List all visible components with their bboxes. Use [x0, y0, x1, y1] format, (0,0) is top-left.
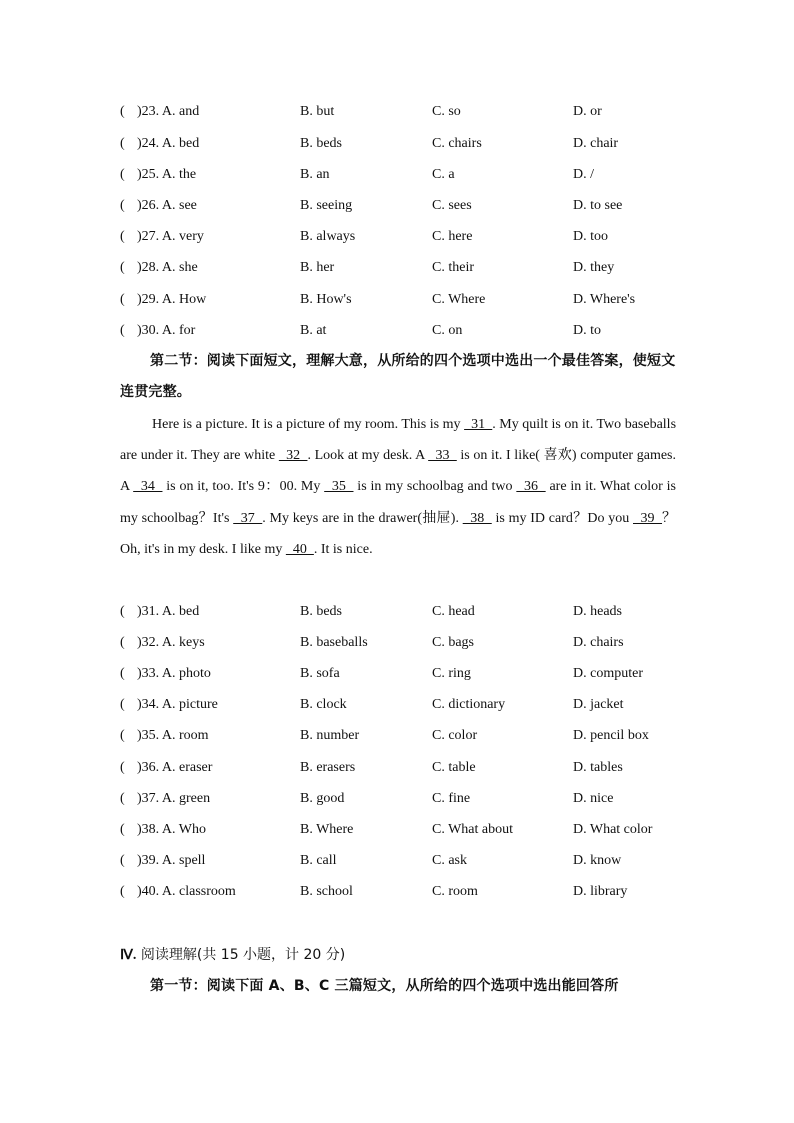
question-number-option-a: )34. A. picture [137, 697, 218, 712]
option-c: C. ring [432, 666, 471, 681]
option-b: B. baseballs [300, 635, 368, 650]
option-c: C. fine [432, 791, 471, 806]
cloze-passage [120, 409, 676, 565]
blank-38: 38 [462, 510, 492, 526]
passage-text: . My keys are in the drawer(抽屉). [262, 510, 463, 526]
passage-text: . My quilt is on it. Two baseballs are under it. They are white [120, 417, 677, 464]
option-c: C. chairs [432, 136, 482, 151]
answer-paren: ( [120, 292, 125, 307]
option-c: C. head [432, 604, 475, 619]
answer-paren: ( [120, 136, 125, 151]
option-d: D. or [573, 104, 602, 119]
option-c: C. What about [432, 822, 514, 837]
option-d: D. jacket [573, 697, 624, 712]
section-1-heading: 第一节：阅读下面 A、B、C 三篇短文，从所给的四个选项中选出能回答所 [150, 978, 619, 994]
option-c: C. ask [432, 853, 467, 868]
passage-text: . Look at my desk. A [307, 448, 429, 464]
question-number-option-a: )32. A. keys [137, 635, 205, 650]
option-d: D. chair [573, 136, 619, 151]
option-c: C. dictionary [432, 697, 506, 712]
answer-paren: ( [120, 604, 125, 619]
option-b: B. seeing [300, 198, 353, 213]
passage-text: is on it. I like( 喜欢) computer games. A [120, 448, 677, 495]
option-d: D. nice [573, 791, 614, 806]
question-number-option-a: )27. A. very [137, 229, 204, 244]
option-b: B. number [300, 728, 360, 743]
option-b: B. always [300, 229, 356, 244]
answer-paren: ( [120, 635, 125, 650]
option-d: D. chairs [573, 635, 624, 650]
answer-paren: ( [120, 697, 125, 712]
option-b: B. but [300, 104, 335, 119]
question-number-option-a: )31. A. bed [137, 604, 200, 619]
option-c: C. table [432, 760, 476, 775]
question-number-option-a: )37. A. green [137, 791, 211, 806]
passage-text: is on it, too. It's 9：00. My [162, 479, 325, 495]
option-b: B. school [300, 884, 353, 899]
option-d: D. Where's [573, 292, 636, 307]
option-b: B. at [300, 323, 327, 338]
part-4-title [120, 941, 345, 970]
blank-40: 40 [285, 541, 314, 557]
passage-text: is my ID card？Do you [491, 510, 633, 526]
blank-32: 32 [278, 448, 308, 464]
blank-33: 33 [428, 448, 457, 464]
option-b: B. clock [300, 697, 347, 712]
answer-paren: ( [120, 791, 125, 806]
answer-paren: ( [120, 104, 125, 119]
answer-paren: ( [120, 323, 125, 338]
option-c: C. Where [432, 292, 486, 307]
blank-37: 37 [233, 510, 263, 526]
option-c: C. so [432, 104, 461, 119]
option-b: B. Where [300, 822, 354, 837]
option-c: C. sees [432, 198, 472, 213]
part-4-title-text: 阅读理解(共 15 小题，计 20 分) [136, 947, 346, 963]
question-number-option-a: )23. A. and [137, 104, 200, 119]
option-c: C. here [432, 229, 473, 244]
answer-paren: ( [120, 260, 125, 275]
blank-36: 36 [516, 479, 546, 495]
section-2-heading: 第二节：阅读下面短文，理解大意，从所给的四个选项中选出一个最佳答案，使短文连贯完整。 [120, 353, 676, 400]
answer-paren: ( [120, 198, 125, 213]
option-b: B. good [300, 791, 345, 806]
option-b: B. How's [300, 292, 352, 307]
passage-text: ？Oh, it's in my desk. I like my [120, 510, 677, 557]
answer-paren: ( [120, 666, 125, 681]
option-b: B. call [300, 853, 337, 868]
option-d: D. too [573, 229, 608, 244]
answer-paren: ( [120, 728, 125, 743]
passage-text: are in it. What color is my schoolbag？It's [120, 479, 677, 526]
option-b: B. an [300, 167, 330, 182]
question-number-option-a: )29. A. How [137, 292, 207, 307]
answer-paren: ( [120, 853, 125, 868]
question-number-option-a: )33. A. photo [137, 666, 211, 681]
option-d: D. they [573, 260, 615, 275]
option-b: B. sofa [300, 666, 340, 681]
option-c: C. on [432, 323, 463, 338]
option-d: D. What color [573, 822, 653, 837]
blank-31: 31 [464, 417, 493, 432]
option-d: D. pencil box [573, 728, 649, 743]
option-d: D. know [573, 853, 622, 868]
part-4-numeral: Ⅳ. [120, 948, 137, 963]
option-c: C. room [432, 884, 478, 899]
option-c: C. their [432, 260, 474, 275]
question-number-option-a: )24. A. bed [137, 136, 200, 151]
option-c: C. a [432, 167, 455, 182]
option-b: B. erasers [300, 760, 356, 775]
answer-paren: ( [120, 167, 125, 182]
answer-paren: ( [120, 884, 125, 899]
question-number-option-a: )26. A. see [137, 198, 197, 213]
question-number-option-a: )25. A. the [137, 167, 197, 182]
option-c: C. bags [432, 635, 474, 650]
question-number-option-a: )28. A. she [137, 260, 198, 275]
question-number-option-a: )36. A. eraser [137, 760, 213, 775]
option-c: C. color [432, 728, 478, 743]
blank-34: 34 [133, 479, 163, 495]
option-d: D. to [573, 323, 601, 338]
question-number-option-a: )35. A. room [137, 728, 209, 743]
question-number-option-a: )38. A. Who [137, 822, 206, 837]
question-number-option-a: )30. A. for [137, 323, 196, 338]
answer-paren: ( [120, 760, 125, 775]
option-b: B. beds [300, 136, 342, 151]
answer-paren: ( [120, 822, 125, 837]
option-d: D. to see [573, 198, 623, 213]
passage-text: Here is a picture. It is a picture of my room. This is my [152, 417, 465, 432]
option-d: D. / [573, 167, 594, 182]
option-b: B. beds [300, 604, 342, 619]
option-d: D. heads [573, 604, 622, 619]
blank-39: 39 [633, 510, 663, 526]
option-d: D. library [573, 884, 628, 899]
answer-paren: ( [120, 229, 125, 244]
passage-text: . It is nice. [313, 541, 373, 557]
option-b: B. her [300, 260, 335, 275]
option-d: D. tables [573, 760, 623, 775]
question-number-option-a: )39. A. spell [137, 853, 206, 868]
blank-35: 35 [324, 479, 354, 495]
question-number-option-a: )40. A. classroom [137, 884, 236, 899]
option-d: D. computer [573, 666, 643, 681]
passage-text: is in my schoolbag and two [353, 479, 517, 495]
